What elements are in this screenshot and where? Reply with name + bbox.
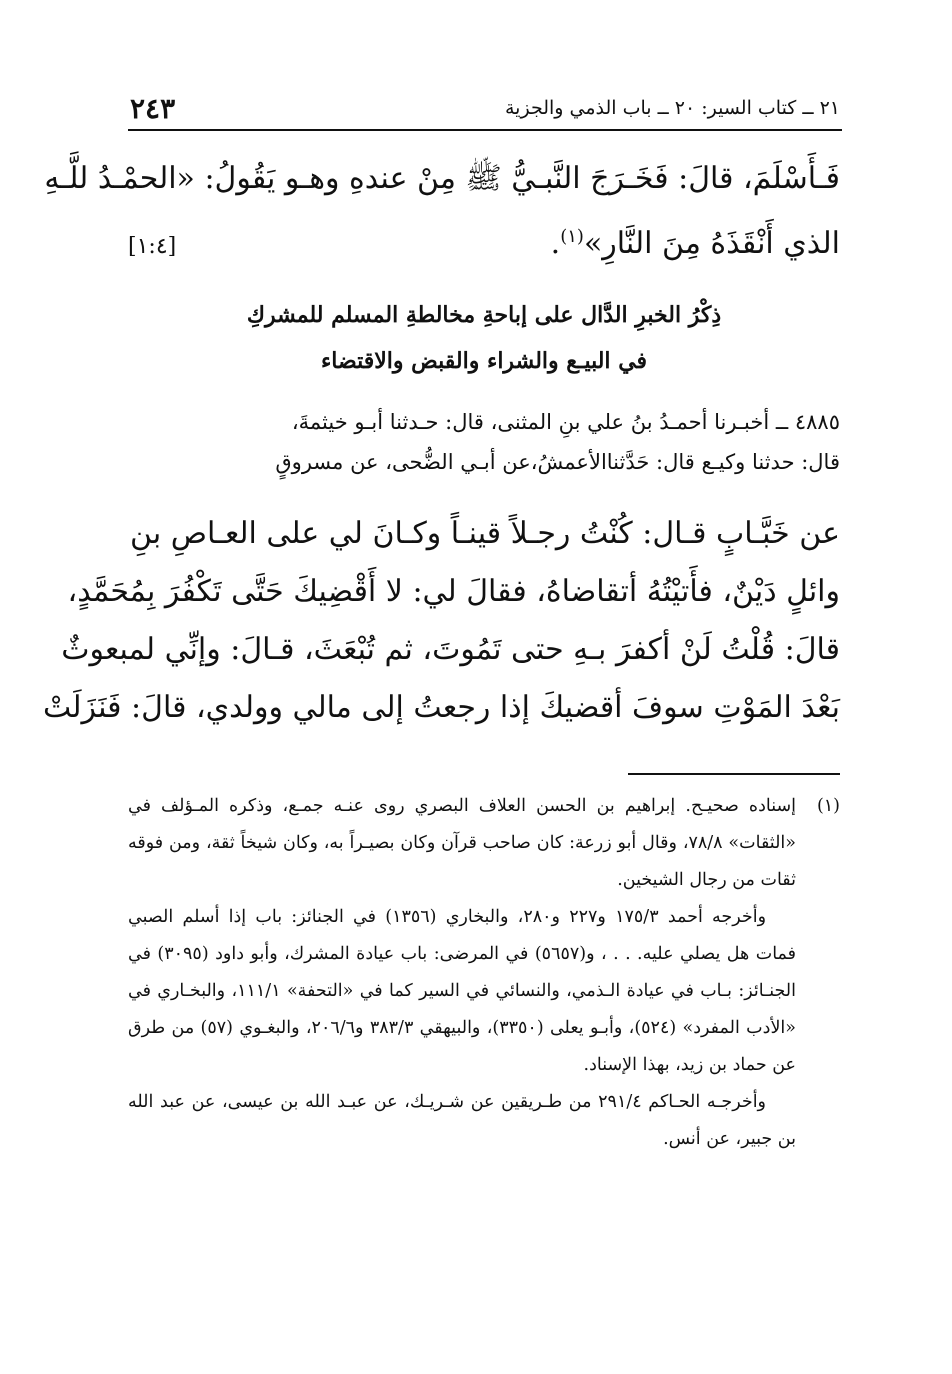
chapter-title: ٢١ ــ كتاب السير: ٢٠ ــ باب الذمي والجزية — [504, 97, 840, 119]
footnote-body — [128, 788, 796, 1158]
matn-line-4: بَعْدَ المَوْتِ سوفَ أقضيكَ إذا رجعتُ إلى مالي وولدي، قالَ: فَنَزَلَتْ — [42, 690, 840, 725]
footnote-paragraph-3: وأخرجـه الحـاكم ٢٩١/٤ من طـريقين عن شـريـك، عن عبـد الله بن عيسى، عن عبد الله بن جبير، عن أنس. — [128, 1092, 796, 1149]
matn-line-1: عن خَبَّـابٍ قـال: كُنْتُ رجـلاً قينـاً وكـانَ لي على العـاصِ بنِ — [130, 516, 840, 551]
footnote-reference: (١) — [560, 226, 584, 247]
isnad-line-1: ٤٨٨٥ ــ أخبـرنا أحمـدُ بنُ علي بنِ المثنى، قال: حـدثنا أبـو خيثمةَ، — [291, 410, 840, 434]
matn-line-3: قالَ: قُلْتُ لَنْ أكفرَ بـهِ حتى تَمُوتَ، ثم تُبْعَثَ، قـالَ: وإنِّي لمبعوثٌ — [61, 632, 840, 667]
opening-period: . — [550, 226, 561, 261]
matn-line-2: وائلٍ دَيْنٌ، فأَتيْتُهُ أتقاضاهُ، فقالَ لي: لا أَقْضِيكَ حَتَّى تَكْفُرَ بِمُحَمَّدٍ، — [67, 574, 840, 609]
running-header — [130, 88, 840, 128]
chapter-heading — [128, 292, 840, 384]
footnote-separator — [628, 773, 840, 775]
footnote-1 — [128, 788, 840, 1158]
chapter-heading-line-2: في البيـع والشراء والقبض والاقتضاء — [320, 348, 648, 374]
hadith-isnad — [128, 402, 840, 482]
opening-line-2-text — [551, 208, 840, 273]
footnotes — [128, 788, 840, 1158]
hadith-matn — [42, 505, 840, 737]
source-reference: [١:٤] — [128, 234, 177, 259]
opening-line-1: فَـأَسْلَمَ، قالَ: فَخَـرَجَ النَّبـيُّ ﷺ مِنْ عندهِ وهـو يَقُولُ: «الحمْـدُ للَّـهِ — [44, 161, 840, 196]
isnad-line-2: قال: حدثنا وكيـع قال: حَدَّثناالأعمشُ،عن أبـي الضُّحى، عن مسروقٍ — [275, 450, 840, 474]
opening-line-2 — [128, 208, 840, 276]
footnote-marker: (١) — [816, 796, 840, 816]
page-number: ٢٤٣ — [130, 91, 176, 125]
chapter-heading-line-1: ذِكْرُ الخبرِ الدَّال على إباحةِ مخالطةِ المسلم للمشركِ — [246, 302, 722, 328]
footnote-paragraph-1: إسناده صحيـح. إبراهيم بن الحسن العلاف البصري روى عنـه جمـع، وذكره المـؤلف في «الثقات» ٧٨/٨، وقال أبو زرعة: كان صاحب قرآن وكان بصيـراً به، وكان شيخاً ثقة، ومن فوقه ثقات من رجال الشيخين. — [128, 796, 796, 890]
footnote-paragraph-2: وأخرجه أحمد ١٧٥/٣ و٢٢٧ و٢٨٠، والبخاري (١٣٥٦) في الجنائز: باب إذا أسلم الصبي فمات هل يصلي عليه. . . ، و(٥٦٥٧) في المرضى: باب عيادة المشرك، وأبو داود (٣٠٩٥) في الجنـائز: بـاب في عيادة الـذمي، والنسائي في السير كما في «التحفة» ١١١/١، والبخـاري في «الأدب المفرد» (٥٢٤)، وأبـو يعلى (٣٣٥٠)، والبيهقي ٣٨٣/٣ و٢٠٦/٦، والبغـوي (٥٧) من طرق عن حماد بن زيد، بهذا الإسناد. — [128, 907, 797, 1075]
header-rule — [128, 129, 842, 131]
opening-quote-end: الذي أَنْقَذَهُ مِنَ النَّارِ» — [583, 226, 840, 261]
opening-text — [44, 150, 840, 276]
